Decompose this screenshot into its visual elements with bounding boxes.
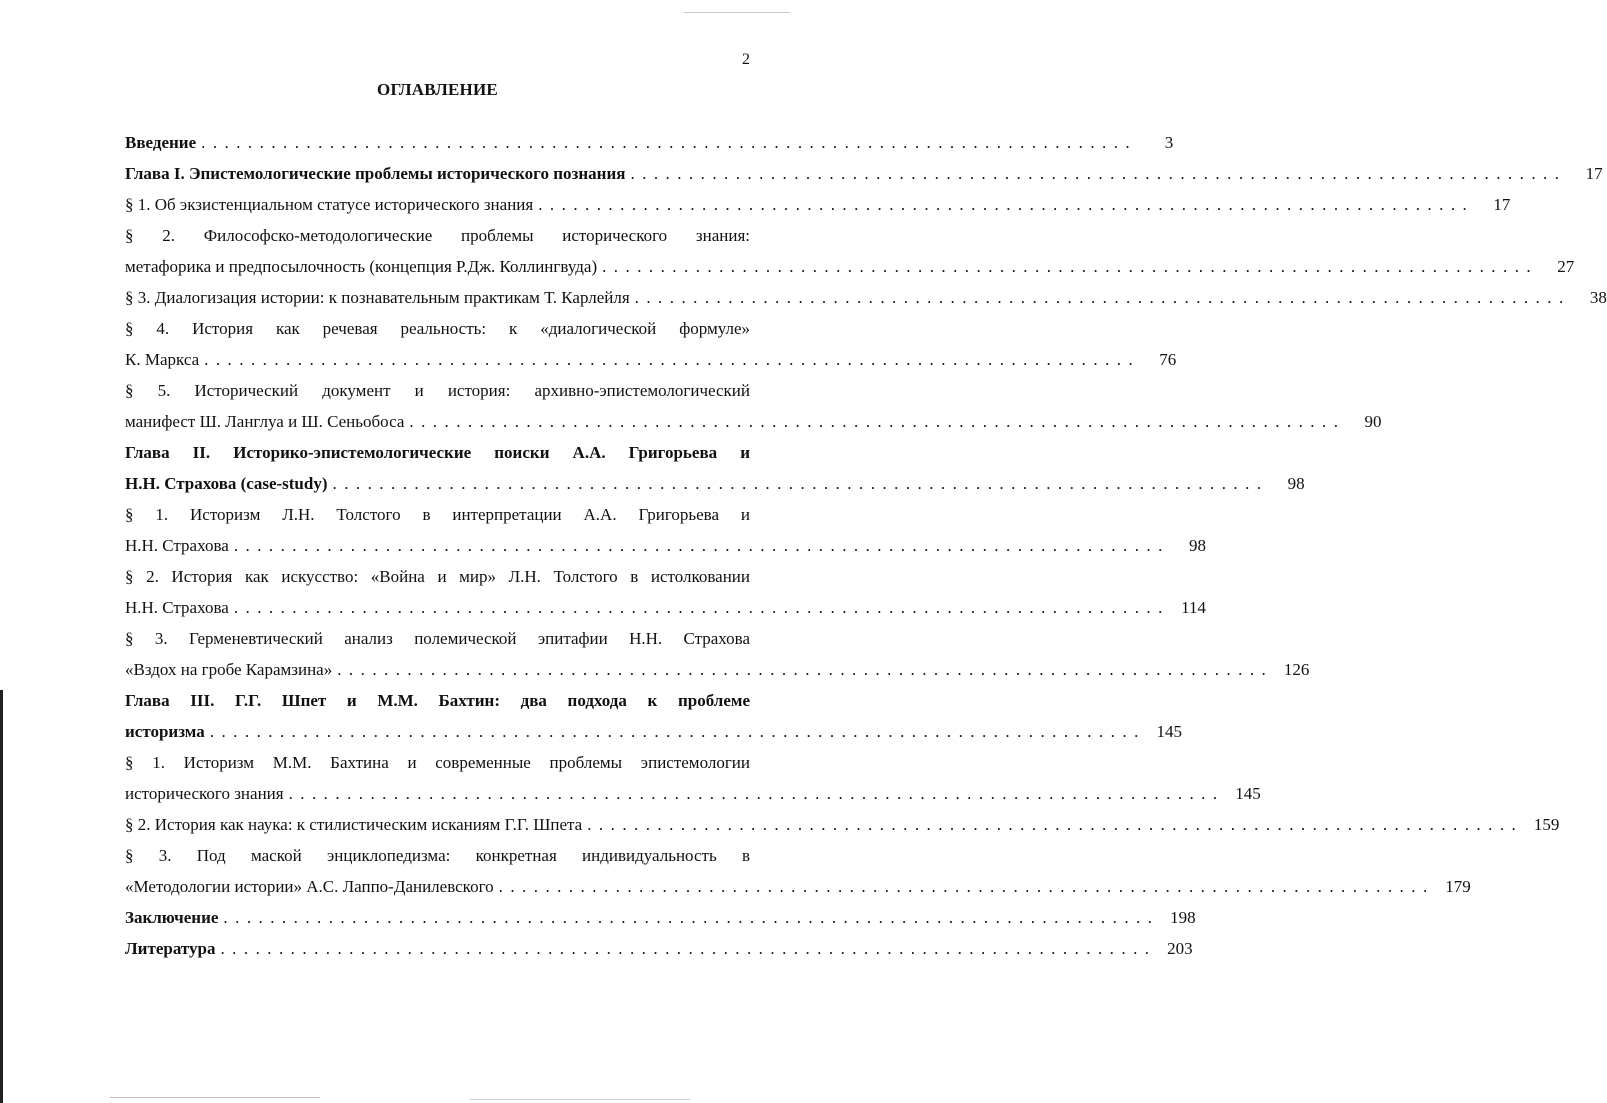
scan-edge-bottom-right bbox=[470, 1099, 690, 1100]
dot-leader: . . . . . . . . . . . . . . . . . . . . . . . . . . . . . . . . . . . . . . . . . . . . . . . . . . . . . . . . . . . . . . . . . . . . . . . . . . . . . . . . bbox=[602, 257, 1533, 276]
dot-leader: . . . . . . . . . . . . . . . . . . . . . . . . . . . . . . . . . . . . . . . . . . . . . . . . . . . . . . . . . . . . . . . . . . . . . . . . . . . . . . . . bbox=[634, 288, 1565, 307]
toc-section bbox=[125, 313, 1177, 375]
toc-line bbox=[125, 716, 1182, 747]
toc-section bbox=[125, 623, 1310, 685]
toc-entry-title: метафорика и предпосылочность (концепция Р.Дж. Коллингвуда) bbox=[125, 257, 598, 276]
toc-entry-title: историзма bbox=[125, 722, 205, 741]
toc-section bbox=[125, 375, 1382, 437]
toc-chapter bbox=[125, 158, 1603, 189]
toc-line bbox=[125, 809, 1560, 840]
toc-page-number: 179 bbox=[1445, 877, 1471, 896]
toc-page-number: 114 bbox=[1181, 598, 1206, 617]
toc-entry-title: Глава I. Эпистемологические проблемы исторического познания bbox=[125, 164, 626, 183]
toc-line bbox=[125, 158, 1603, 189]
toc-section bbox=[125, 809, 1560, 840]
scan-edge-bottom bbox=[110, 1097, 320, 1098]
dot-leader: . . . . . . . . . . . . . . . . . . . . . . . . . . . . . . . . . . . . . . . . . . . . . . . . . . . . . . . . . . . . . . . . . . . . . . . . . . . . . . . . bbox=[201, 133, 1132, 152]
toc-line bbox=[125, 468, 1305, 499]
toc-page-number: 38 bbox=[1589, 288, 1607, 307]
toc-chapter bbox=[125, 127, 1174, 158]
toc-line bbox=[125, 902, 1196, 933]
toc-entry-title: «Методологии истории» А.С. Лаппо-Данилевского bbox=[125, 877, 494, 896]
toc-entry-title: «Вздох на гробе Карамзина» bbox=[125, 660, 333, 679]
dot-leader: . . . . . . . . . . . . . . . . . . . . . . . . . . . . . . . . . . . . . . . . . . . . . . . . . . . . . . . . . . . . . . . . . . . . . . . . . . . . . . . . bbox=[223, 908, 1154, 927]
toc-entry-title: § 2. История как наука: к стилистическим исканиям Г.Г. Шпета bbox=[125, 815, 583, 834]
toc-line: § 2. Философско-методологические проблемы исторического знания: bbox=[125, 226, 750, 245]
toc-entry-title: Н.Н. Страхова bbox=[125, 598, 229, 617]
toc-page-number: 145 bbox=[1235, 784, 1261, 803]
dot-leader: . . . . . . . . . . . . . . . . . . . . . . . . . . . . . . . . . . . . . . . . . . . . . . . . . . . . . . . . . . . . . . . . . . . . . . . . . . . . . . . . bbox=[233, 598, 1164, 617]
toc-line: Глава III. Г.Г. Шпет и М.М. Бахтин: два подхода к проблеме bbox=[125, 691, 750, 710]
toc-line bbox=[125, 189, 1511, 220]
toc-line bbox=[125, 592, 1206, 623]
toc-chapter bbox=[125, 437, 1305, 499]
toc-chapter bbox=[125, 902, 1196, 933]
toc-section bbox=[125, 189, 1511, 220]
toc-line bbox=[125, 778, 1261, 809]
toc-page-number: 159 bbox=[1533, 815, 1560, 834]
toc-line bbox=[125, 344, 1177, 375]
toc-line bbox=[125, 282, 1607, 313]
toc-entry-title: манифест Ш. Ланглуа и Ш. Сеньобоса bbox=[125, 412, 405, 431]
toc-line bbox=[125, 530, 1206, 561]
toc-section bbox=[125, 747, 1261, 809]
toc-entry-title: Заключение bbox=[125, 908, 219, 927]
toc-page-number: 98 bbox=[1188, 536, 1206, 555]
toc-page-number: 90 bbox=[1364, 412, 1382, 431]
table-of-contents bbox=[125, 127, 1607, 964]
toc-section bbox=[125, 561, 1206, 623]
toc-page-number: 126 bbox=[1283, 660, 1310, 679]
toc-line: Глава II. Историко-эпистемологические поиски А.А. Григорьева и bbox=[125, 443, 750, 462]
toc-line bbox=[125, 251, 1575, 282]
toc-line: § 2. История как искусство: «Война и мир» Л.Н. Толстого в истолковании bbox=[125, 567, 750, 586]
toc-section bbox=[125, 282, 1607, 313]
toc-page-number: 76 bbox=[1159, 350, 1177, 369]
toc-page-number: 17 bbox=[1493, 195, 1511, 214]
toc-entry-title: Н.Н. Страхова (case-study) bbox=[125, 474, 328, 493]
toc-line: § 5. Исторический документ и история: архивно-эпистемологический bbox=[125, 381, 750, 400]
toc-line: § 1. Историзм М.М. Бахтина и современные проблемы эпистемологии bbox=[125, 753, 750, 772]
dot-leader: . . . . . . . . . . . . . . . . . . . . . . . . . . . . . . . . . . . . . . . . . . . . . . . . . . . . . . . . . . . . . . . . . . . . . . . . . . . . . . . . bbox=[409, 412, 1340, 431]
toc-entry-title: Литература bbox=[125, 939, 216, 958]
toc-line: § 1. Историзм Л.Н. Толстого в интерпретации А.А. Григорьева и bbox=[125, 505, 750, 524]
dot-leader: . . . . . . . . . . . . . . . . . . . . . . . . . . . . . . . . . . . . . . . . . . . . . . . . . . . . . . . . . . . . . . . . . . . . . . . . . . . . . . . . bbox=[337, 660, 1268, 679]
toc-page-number: 145 bbox=[1156, 722, 1182, 741]
toc-page-number: 27 bbox=[1557, 257, 1575, 276]
toc-line: § 4. История как речевая реальность: к «диалогической формуле» bbox=[125, 319, 750, 338]
toc-page-number: 3 bbox=[1164, 133, 1174, 152]
toc-page-number: 198 bbox=[1170, 908, 1196, 927]
toc-entry-title: К. Маркса bbox=[125, 350, 200, 369]
toc-entry-title: исторического знания bbox=[125, 784, 284, 803]
dot-leader: . . . . . . . . . . . . . . . . . . . . . . . . . . . . . . . . . . . . . . . . . . . . . . . . . . . . . . . . . . . . . . . . . . . . . . . . . . . . . . . . bbox=[587, 815, 1518, 834]
dot-leader: . . . . . . . . . . . . . . . . . . . . . . . . . . . . . . . . . . . . . . . . . . . . . . . . . . . . . . . . . . . . . . . . . . . . . . . . . . . . . . . . bbox=[209, 722, 1140, 741]
dot-leader: . . . . . . . . . . . . . . . . . . . . . . . . . . . . . . . . . . . . . . . . . . . . . . . . . . . . . . . . . . . . . . . . . . . . . . . . . . . . . . . . bbox=[288, 784, 1219, 803]
dot-leader: . . . . . . . . . . . . . . . . . . . . . . . . . . . . . . . . . . . . . . . . . . . . . . . . . . . . . . . . . . . . . . . . . . . . . . . . . . . . . . . . bbox=[538, 195, 1469, 214]
dot-leader: . . . . . . . . . . . . . . . . . . . . . . . . . . . . . . . . . . . . . . . . . . . . . . . . . . . . . . . . . . . . . . . . . . . . . . . . . . . . . . . . bbox=[220, 939, 1151, 958]
dot-leader: . . . . . . . . . . . . . . . . . . . . . . . . . . . . . . . . . . . . . . . . . . . . . . . . . . . . . . . . . . . . . . . . . . . . . . . . . . . . . . . . bbox=[498, 877, 1429, 896]
toc-section bbox=[125, 840, 1471, 902]
dot-leader: . . . . . . . . . . . . . . . . . . . . . . . . . . . . . . . . . . . . . . . . . . . . . . . . . . . . . . . . . . . . . . . . . . . . . . . . . . . . . . . . bbox=[204, 350, 1135, 369]
toc-entry-title: § 3. Диалогизация истории: к познавательным практикам Т. Карлейля bbox=[125, 288, 630, 307]
toc-line bbox=[125, 406, 1382, 437]
page-number: 2 bbox=[742, 51, 750, 68]
dot-leader: . . . . . . . . . . . . . . . . . . . . . . . . . . . . . . . . . . . . . . . . . . . . . . . . . . . . . . . . . . . . . . . . . . . . . . . . . . . . . . . . bbox=[332, 474, 1263, 493]
toc-line: § 3. Под маской энциклопедизма: конкретная индивидуальность в bbox=[125, 846, 750, 865]
dot-leader: . . . . . . . . . . . . . . . . . . . . . . . . . . . . . . . . . . . . . . . . . . . . . . . . . . . . . . . . . . . . . . . . . . . . . . . . . . . . . . . . bbox=[630, 164, 1561, 183]
toc-chapter bbox=[125, 685, 1182, 747]
page-title: ОГЛАВЛЕНИЕ bbox=[377, 80, 498, 99]
dot-leader: . . . . . . . . . . . . . . . . . . . . . . . . . . . . . . . . . . . . . . . . . . . . . . . . . . . . . . . . . . . . . . . . . . . . . . . . . . . . . . . . bbox=[233, 536, 1164, 555]
toc-line: § 3. Герменевтический анализ полемической эпитафии Н.Н. Страхова bbox=[125, 629, 750, 648]
toc-line bbox=[125, 933, 1193, 964]
toc-page-number: 203 bbox=[1167, 939, 1193, 958]
toc-line bbox=[125, 871, 1471, 902]
toc-line bbox=[125, 654, 1310, 685]
toc-entry-title: § 1. Об экзистенциальном статусе исторического знания bbox=[125, 195, 534, 214]
toc-entry-title: Введение bbox=[125, 133, 197, 152]
toc-page-number: 17 bbox=[1585, 164, 1603, 183]
toc-section bbox=[125, 220, 1575, 282]
toc-section bbox=[125, 499, 1206, 561]
scan-edge-left bbox=[0, 690, 3, 1103]
toc-entry-title: Н.Н. Страхова bbox=[125, 536, 229, 555]
toc-page-number: 98 bbox=[1287, 474, 1305, 493]
toc-line bbox=[125, 127, 1174, 158]
scan-edge-top bbox=[684, 12, 790, 13]
toc-chapter bbox=[125, 933, 1193, 964]
